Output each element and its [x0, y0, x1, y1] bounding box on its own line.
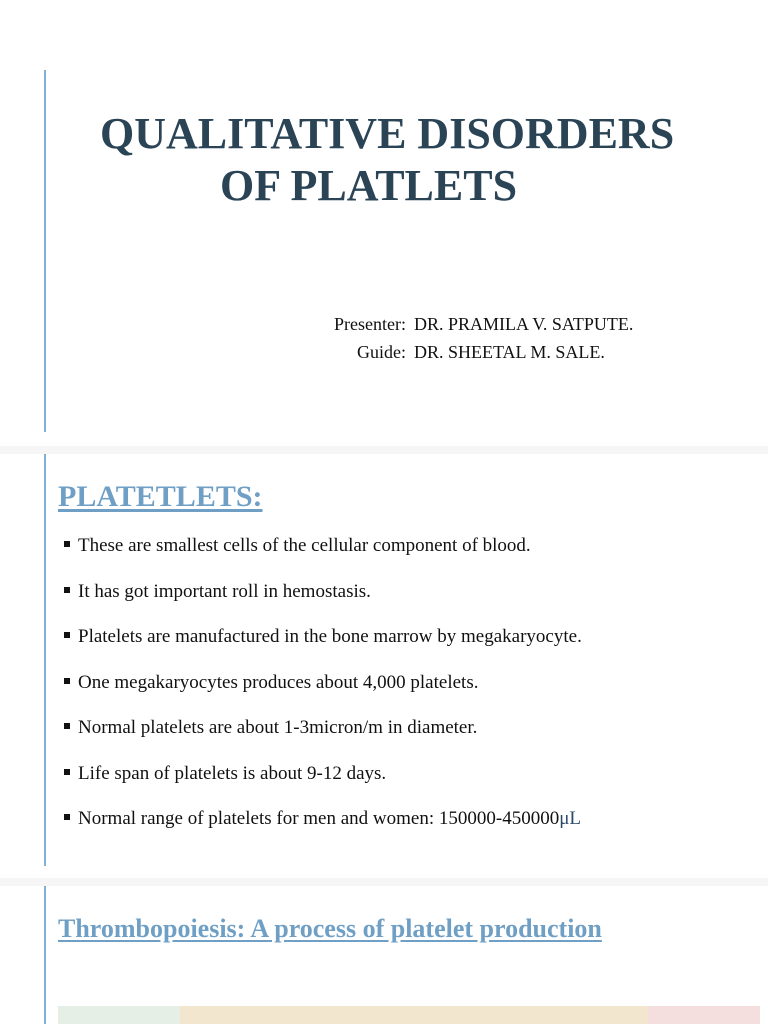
bullet-square-icon — [64, 769, 70, 775]
guide-label: Guide: — [357, 342, 406, 362]
bullet-text: One megakaryocytes produces about 4,000 platelets. — [78, 671, 479, 693]
slide-thrombopoiesis — [0, 886, 768, 1024]
list-item — [64, 716, 582, 762]
bullet-square-icon — [64, 632, 70, 638]
range-text: Normal range of platelets for men and women: 150000-450000 — [78, 808, 560, 829]
slide-gap — [0, 878, 768, 886]
platelets-bullet-list — [64, 534, 582, 853]
slide-gap — [0, 446, 768, 454]
bullet-square-icon — [64, 587, 70, 593]
guide-row — [300, 338, 633, 366]
diagram-strip — [58, 1006, 180, 1024]
guide-name: DR. SHEETAL M. SALE. — [414, 342, 605, 362]
bullet-text: Life span of platelets is about 9-12 days. — [78, 762, 387, 784]
list-item — [64, 625, 582, 671]
accent-line — [44, 70, 46, 432]
bullet-square-icon — [64, 814, 70, 820]
bullet-square-icon — [64, 723, 70, 729]
presenter-name: DR. PRAMILA V. SATPUTE. — [414, 314, 634, 334]
thrombopoiesis-heading: Thrombopoiesis: A process of platelet production — [58, 914, 602, 943]
list-item — [64, 671, 582, 717]
title-line-1: QUALITATIVE DISORDERS — [100, 109, 675, 158]
list-item — [64, 534, 582, 580]
presentation-title — [100, 108, 740, 212]
bullet-text: It has got important roll in hemostasis. — [78, 580, 371, 602]
bullet-text: These are smallest cells of the cellular component of blood. — [78, 535, 531, 556]
slide-title — [0, 0, 768, 446]
bullet-square-icon — [64, 541, 70, 547]
list-item — [64, 807, 582, 853]
presenter-row — [300, 310, 633, 338]
diagram-strip — [180, 1006, 648, 1024]
platelets-heading: PLATETLETS: — [58, 480, 263, 513]
accent-line — [44, 454, 46, 866]
bullet-text: Normal platelets are about 1-3micron/m in diameter. — [78, 717, 478, 738]
bullet-text — [78, 807, 581, 831]
bullet-text: Platelets are manufactured in the bone marrow by megakaryocyte. — [78, 626, 582, 647]
accent-line — [44, 886, 46, 1024]
diagram-strip — [648, 1006, 760, 1024]
presenter-label: Presenter: — [334, 314, 406, 334]
bullet-square-icon — [64, 678, 70, 684]
credits — [300, 310, 633, 366]
list-item — [64, 762, 582, 808]
range-unit: μL — [559, 808, 582, 829]
list-item — [64, 580, 582, 626]
title-line-2: OF PLATLETS — [220, 161, 518, 210]
